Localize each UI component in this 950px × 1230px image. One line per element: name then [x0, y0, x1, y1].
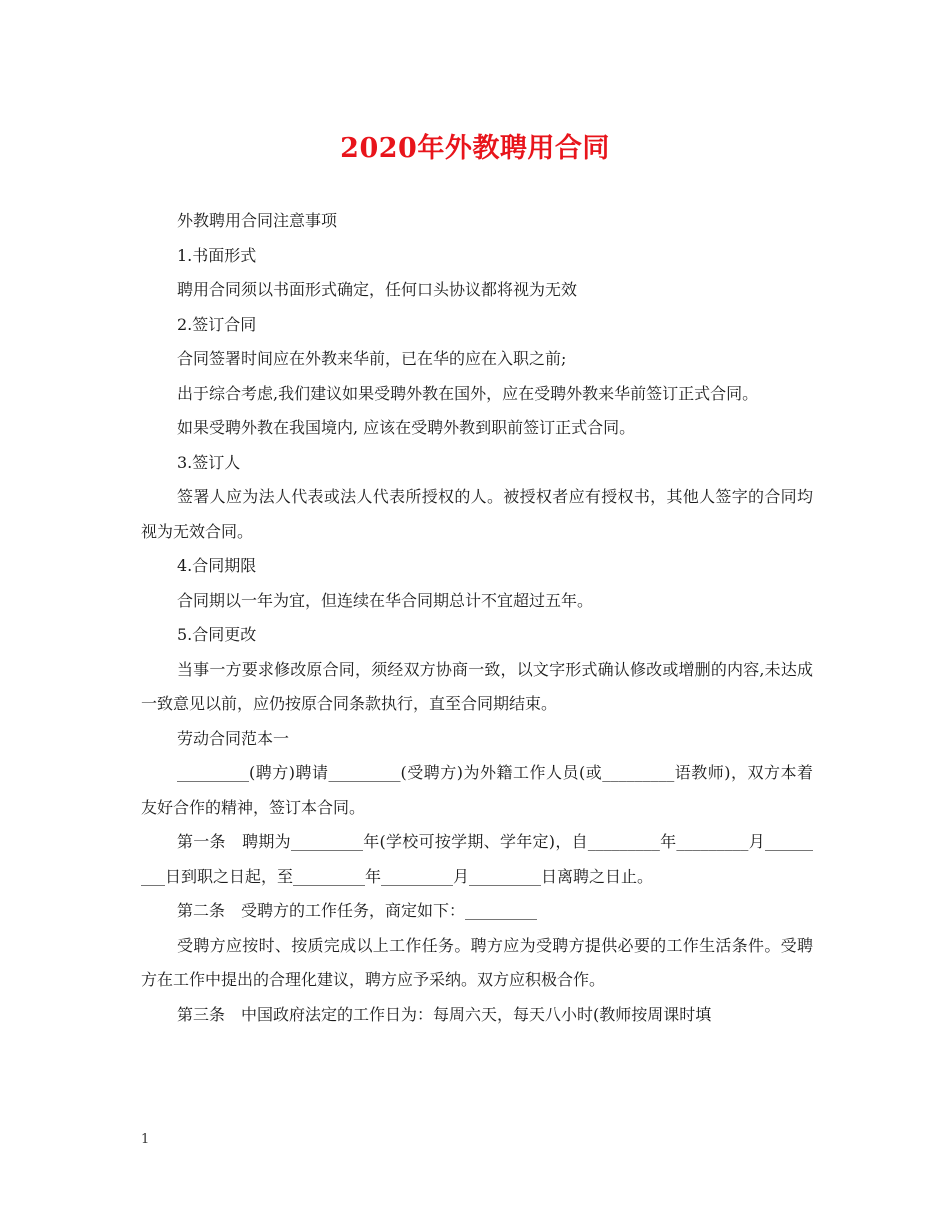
paragraph-section-4-text: 合同期以一年为宜，但连续在华合同期总计不宜超过五年。 — [177, 590, 594, 610]
paragraph-article-2-detail: 受聘方应按时、按质完成以上工作任务。聘方应为受聘方提供必要的工作生活条件。受聘方在工作中提出的合理化建议，聘方应予采纳。双方应积极合作。 — [141, 935, 813, 989]
paragraph-article-3: 第三条 中国政府法定的工作日为：每周六天，每天八小时(教师按周课时填 — [177, 1004, 712, 1024]
paragraph-article-2: 第二条 受聘方的工作任务，商定如下：_________ — [177, 901, 538, 920]
paragraph-article-1: 第一条 聘期为_________年(学校可按学期、学年定)，自_________年_________月_________日到职之日起，至_________年_________月_________日离聘之日止。 — [141, 832, 813, 886]
paragraph-section-2-text-c: 如果受聘外教在我国境内, 应该在受聘外教到职前签订正式合同。 — [177, 418, 636, 437]
page-number: 1 — [141, 1132, 150, 1147]
paragraph-section-3-heading: 3.签订人 — [177, 452, 241, 472]
document-title: 2020年外教聘用合同 — [340, 133, 610, 164]
paragraph-template-heading: 劳动合同范本一 — [177, 728, 290, 748]
paragraph-section-2-heading: 2.签订合同 — [177, 314, 257, 334]
paragraph-section-3-text: 签署人应为法人代表或法人代表所授权的人。被授权者应有授权书，其他人签字的合同均视为无效合同。 — [141, 487, 813, 541]
paragraph-section-2-text-a: 合同签署时间应在外教来华前，已在华的应在入职之前; — [177, 349, 567, 368]
paragraph-section-5-heading: 5.合同更改 — [177, 625, 257, 644]
paragraph-section-1-heading: 1.书面形式 — [177, 245, 257, 265]
document-body — [141, 204, 813, 1032]
paragraph-notes-heading: 外教聘用合同注意事项 — [177, 211, 338, 230]
paragraph-section-2-text-b: 出于综合考虑,我们建议如果受聘外教在国外，应在受聘外教来华前签订正式合同。 — [177, 383, 759, 403]
paragraph-section-1-text: 聘用合同须以书面形式确定，任何口头协议都将视为无效 — [177, 280, 578, 299]
paragraph-section-5-text: 当事一方要求修改原合同，须经双方协商一致，以文字形式确认修改或增删的内容,未达成一致意见以前，应仍按原合同条款执行，直至合同期结束。 — [141, 659, 813, 713]
paragraph-section-4-heading: 4.合同期限 — [177, 556, 257, 575]
paragraph-template-intro: _________(聘方)聘请_________(受聘方)为外籍工作人员(或_________语教师)，双方本着友好合作的精神，签订本合同。 — [141, 763, 813, 817]
